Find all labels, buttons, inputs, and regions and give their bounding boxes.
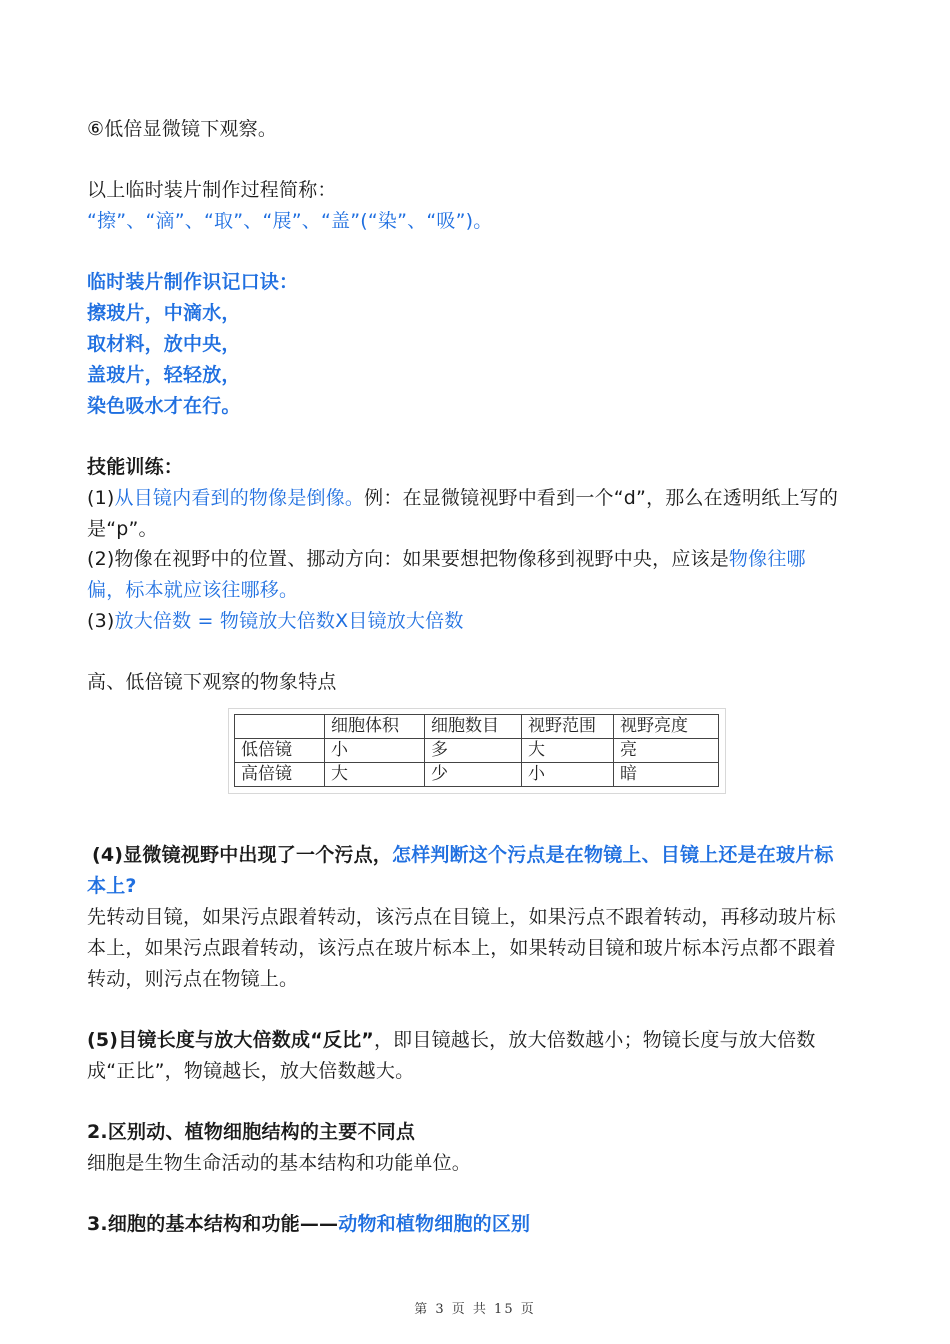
question-5 [87,1025,869,1056]
question-5-cont: 成“正比”，物镜越长，放大倍数越大。 [87,1060,415,1082]
table-header-cell: 视野范围 [522,715,614,739]
answer-4-line-1: 先转动目镜，如果污点跟着转动，该污点在目镜上，如果污点不跟着转动，再移动玻片标 [87,906,836,928]
table-cell: 少 [425,763,522,787]
skill-item-2-cont: 偏，标本就应该往哪移。 [87,579,299,601]
magnification-table-image [228,708,726,794]
table-cell: 低倍镜 [235,739,325,763]
mnemonic-line-4: 染色吸水才在行。 [87,395,241,417]
section-3-heading-highlight: 动物和植物细胞的区别 [338,1213,531,1235]
table-cell: 亮 [614,739,719,763]
skill-3-prefix: (3) [87,610,115,632]
table-cell: 小 [522,763,614,787]
question-5-bold: (5)目镜长度与放大倍数成“反比” [87,1029,374,1051]
step-6-text: ⑥低倍显微镜下观察。 [87,118,278,140]
table-header-cell [235,715,325,739]
skill-1-highlight: 从目镜内看到的物像是倒像。 [114,487,365,509]
mnemonic-line-3: 盖玻片，轻轻放， [87,364,241,386]
table-cell: 暗 [614,763,719,787]
table-cell: 高倍镜 [235,763,325,787]
table-cell: 大 [522,739,614,763]
table-row [235,739,719,763]
skill-1-rest: 例：在显微镜视野中看到一个“d”，那么在透明纸上写的 [364,487,839,509]
table-header-cell: 细胞数目 [425,715,522,739]
skill-1-prefix: (1) [87,487,115,509]
skill-2-prefix: (2)物像在视野中的位置、挪动方向：如果要想把物像移到视野中央，应该是 [87,548,729,570]
magnification-table [234,714,719,787]
skill-2-highlight: 物像往哪 [728,548,806,570]
table-header-cell: 视野亮度 [614,715,719,739]
mnemonic-line-1: 擦玻片，中滴水， [87,302,241,324]
page-footer: 第 3 页 共 15 页 [414,1302,536,1317]
answer-4-line-2: 本上，如果污点跟着转动，该污点在玻片标本上，如果转动目镜和玻片标本污点都不跟着 [87,937,836,959]
mnemonic-title: 临时装片制作识记口诀： [87,271,299,293]
skill-item-2 [87,544,869,575]
question-5-rest: ，即目镜越长，放大倍数越小；物镜长度与放大倍数 [373,1029,816,1051]
section-3-heading-lead: 3.细胞的基本结构和功能—— [87,1213,339,1235]
skill-training-title: 技能训练： [87,456,184,478]
compare-title: 高、低倍镜下观察的物象特点 [87,671,337,693]
skill-item-1-cont: 是“p”。 [87,518,158,540]
question-4-lead: (4)显微镜视野中出现了一个污点， [92,844,392,866]
table-cell: 多 [425,739,522,763]
table-row [235,763,719,787]
section-2-text: 细胞是生物生命活动的基本结构和功能单位。 [87,1152,472,1174]
table-cell: 大 [325,763,425,787]
table-cell: 小 [325,739,425,763]
question-4-highlight: 怎样判断这个污点是在物镜上、目镜上还是在玻片标 [392,844,834,866]
question-4 [92,840,874,871]
section-3-heading [87,1209,869,1240]
skill-item-3 [87,606,869,637]
skill-3-highlight: 放大倍数 = 物镜放大倍数X目镜放大倍数 [114,610,464,632]
question-4-cont: 本上? [87,875,137,897]
summary-steps: “擦”、“滴”、“取”、“展”、“盖”(“染”、“吸”)。 [87,210,493,232]
summary-intro: 以上临时装片制作过程简称： [87,179,337,201]
mnemonic-line-2: 取材料，放中央， [87,333,241,355]
table-header-cell: 细胞体积 [325,715,425,739]
answer-4-line-3: 转动，则污点在物镜上。 [87,968,299,990]
table-header-row [235,715,719,739]
skill-item-1 [87,483,869,514]
section-2-heading: 2.区别动、植物细胞结构的主要不同点 [87,1121,416,1143]
